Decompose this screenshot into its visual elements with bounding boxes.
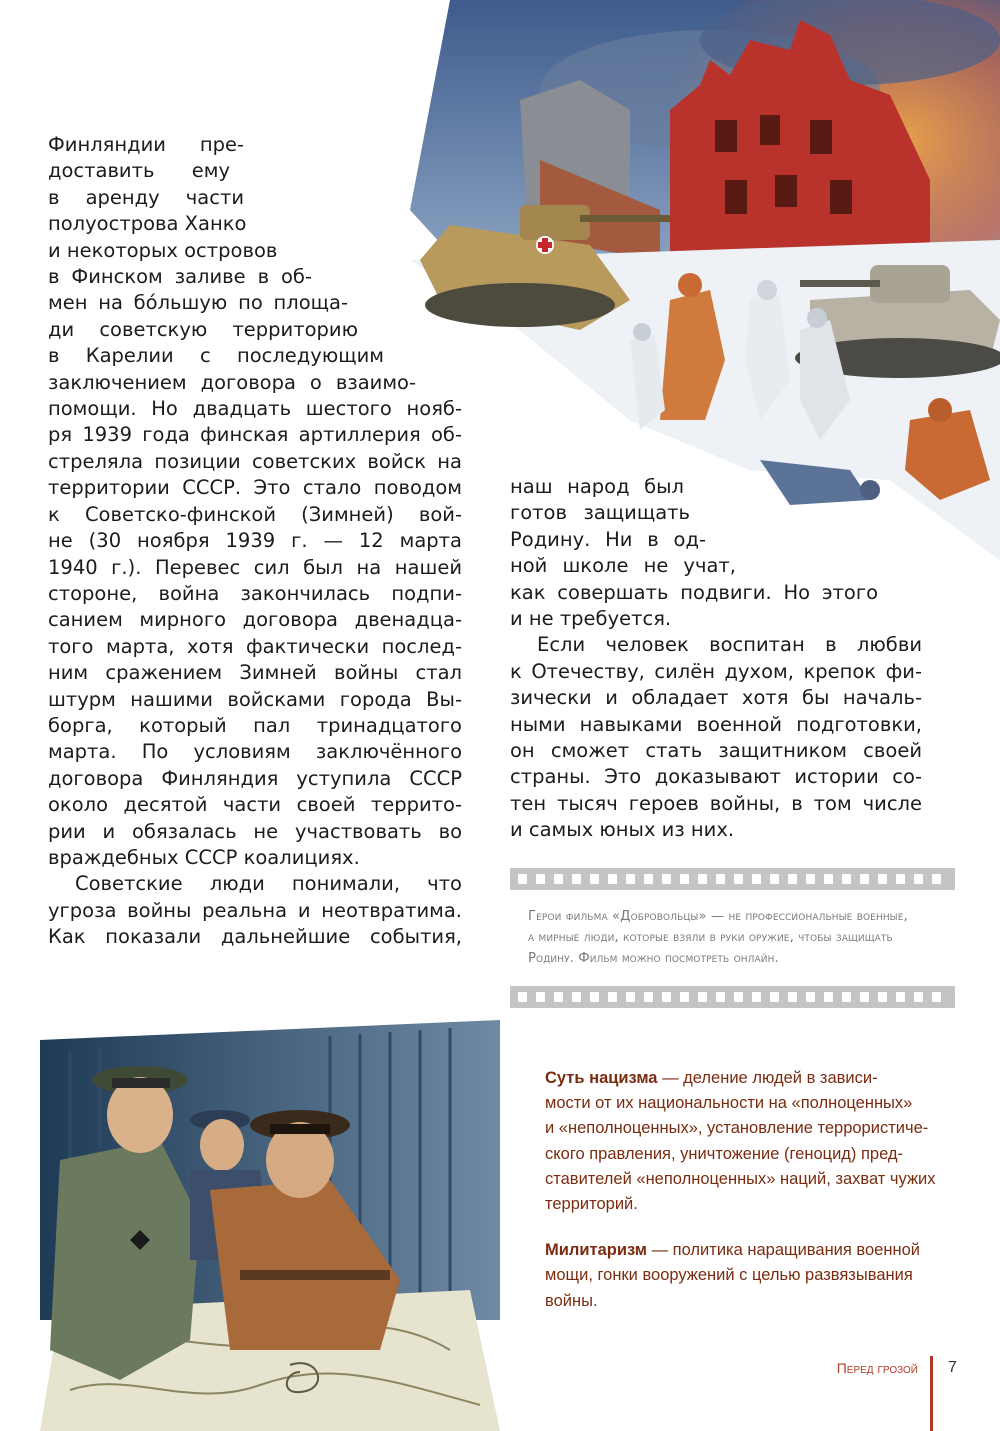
text-line: и самых юных из них. <box>510 818 735 842</box>
definition-text: — политика наращивания военной <box>647 1241 920 1260</box>
caption-line: Герои фильма «Добровольцы» — не профессиональные военные, <box>528 909 908 924</box>
definition-militarism <box>545 1238 955 1263</box>
definitions-box <box>545 1066 955 1314</box>
text-line: в Финском заливе в об- <box>48 265 312 289</box>
text-line: в аренду части <box>48 185 244 209</box>
text-line: в Карелии с последующим <box>48 344 384 368</box>
text-line: и некоторых островов <box>48 238 278 262</box>
left-column-text <box>48 132 462 951</box>
text-line: рии и обязалась не участвовать во <box>48 819 462 843</box>
section-title: Перед грозой <box>836 1360 918 1376</box>
text-line: ря 1939 года финская артиллерия об- <box>48 423 462 447</box>
text-line: он сможет стать защитником своей <box>510 739 922 763</box>
text-line: полуострова Ханко <box>48 212 247 236</box>
text-line: договора Финляндия уступила СССР <box>48 766 462 790</box>
text-line: территории СССР. Это стало поводом <box>48 476 462 500</box>
text-line: около десятой части своей террито- <box>48 793 462 817</box>
definition-text: ского правления, уничтожение (геноцид) пред- <box>545 1144 904 1163</box>
text-line: Как показали дальнейшие события, <box>48 925 462 949</box>
definition-text: ставителей «неполноценных» наций, захват чужих <box>545 1169 936 1188</box>
text-line: ной школе не учат, <box>510 554 736 578</box>
text-line: стороне, война закончилась подпи- <box>48 581 462 605</box>
text-line: тен тысяч героев войны, в том числе <box>510 791 922 815</box>
text-line: к Советско-финской (Зимней) вой- <box>48 502 462 526</box>
definition-text: территорий. <box>545 1195 638 1214</box>
text-line: борга, который пал тринадцатого <box>48 713 462 737</box>
text-line: санием мирного договора двенадца- <box>48 608 462 632</box>
text-line: доставить ему <box>48 159 230 183</box>
text-line: мен на бо́льшую по площа- <box>48 291 348 315</box>
text-line: ными навыками военной подготовки, <box>510 712 922 736</box>
film-caption <box>528 906 938 969</box>
text-line: ди советскую территорию <box>48 317 358 341</box>
text-line: враждебных СССР коалициях. <box>48 845 360 869</box>
text-line: страны. Это доказывают истории со- <box>510 765 922 789</box>
definition-text: мощи, гонки вооружений с целью развязывания <box>545 1266 913 1285</box>
text-line: угроза войны реальна и неотвратима. <box>48 898 462 922</box>
footer-divider <box>930 1356 933 1431</box>
text-line: штурм нашими войсками города Вы- <box>48 687 462 711</box>
text-line: к Отечеству, силён духом, крепок фи- <box>510 659 922 683</box>
text-line: Если человек воспитан в любви <box>537 633 922 657</box>
officers-map-illustration <box>0 1020 500 1431</box>
right-column-text <box>510 474 922 844</box>
text-line: Советские люди понимали, что <box>75 872 462 896</box>
caption-line: Родину. Фильм можно посмотреть онлайн. <box>528 951 779 966</box>
film-caption-box <box>510 868 955 1008</box>
definition-text: — деление людей в зависи- <box>657 1069 878 1087</box>
text-line: не (30 ноября 1939 г. — 12 марта <box>48 529 462 553</box>
text-line: ним сражением Зимней войны стал <box>48 661 462 685</box>
text-line: Финляндии пре- <box>48 133 244 156</box>
text-line: того марта, хотя фактически послед- <box>48 634 462 658</box>
film-strip-icon <box>510 986 955 1008</box>
film-strip-icon <box>510 868 955 890</box>
text-line: помощи. Но двадцать шестого нояб- <box>48 397 462 421</box>
definition-text: мости от их национальности на «полноценных» <box>545 1094 913 1113</box>
text-line: и не требуется. <box>510 607 672 631</box>
caption-line: а мирные люди, которые взяли в руки оружие, чтобы защищать <box>528 930 893 945</box>
definition-term: Милитаризм <box>545 1241 647 1260</box>
text-line: марта. По условиям заключённого <box>48 740 462 764</box>
definition-text: войны. <box>545 1291 598 1310</box>
text-line: готов защищать <box>510 501 690 525</box>
definition-nazism <box>545 1066 955 1091</box>
text-line: заключением договора о взаимо- <box>48 370 416 394</box>
text-line: 1940 г.). Перевес сил был на нашей <box>48 555 462 579</box>
definition-term: Суть нацизма <box>545 1069 658 1087</box>
page-number: 7 <box>948 1359 957 1376</box>
definition-text: и «неполноценных», установление террористиче- <box>545 1119 929 1138</box>
text-line: наш народ был <box>510 475 684 498</box>
text-line: как совершать подвиги. Но этого <box>510 580 878 604</box>
text-line: Родину. Ни в од- <box>510 527 706 551</box>
text-line: стреляла позиции советских войск на <box>48 449 462 473</box>
text-line: зически и обладает хотя бы началь- <box>510 686 922 710</box>
